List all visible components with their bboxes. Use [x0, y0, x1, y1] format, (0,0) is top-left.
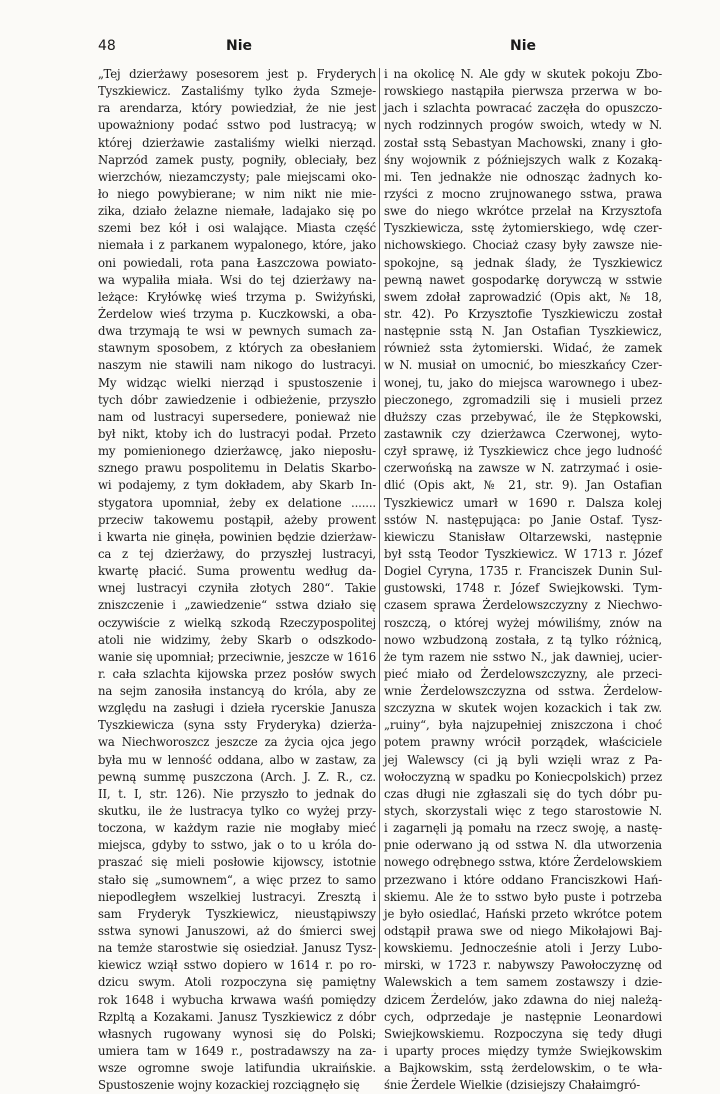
text-line: gustowski, 1748 r. Józef Swiejkowski. Tym- [384, 581, 662, 596]
text-line: Tyszkiewicza (syna ssty Fryderyka) dzierża- [98, 718, 376, 733]
text-line: umiera tam w 1649 r., postradawszy na za- [98, 1044, 376, 1059]
text-line: również ssta żytomierski. Widać, że zamek [384, 341, 662, 356]
text-line: pieć miało od Żerdelowszczyzny, ale przeci- [384, 666, 662, 681]
text-line: wsze ogromne swoje latifundia ukraińskie. [98, 1061, 376, 1076]
text-line: niepodległem wszelkiej lustracyi. Zresztą i [98, 889, 376, 904]
text-line: Naprzód zamek pusty, pogniły, obleciały, bez [98, 152, 376, 167]
running-head-left: Nie [226, 38, 253, 54]
text-line: dzicu swym. Atoli rozpoczyna się pamiętny [98, 975, 376, 990]
text-line: wnej lustracyi czyniła złotych 280“. Takie [98, 581, 376, 596]
text-line: własnych rugowany wynosi się do Polski; [98, 1026, 376, 1041]
text-line: dwa trzymają te wsi w pewnych sumach za- [98, 324, 376, 339]
text-line: mi. Ten jednakże nie odnosząc żadnych ko- [384, 169, 662, 184]
text-line: i zagarnęli ją pomału na rzecz swoję, a nastę- [384, 821, 662, 836]
text-line: i na okolicę N. Ale gdy w skutek pokoju Zbo- [384, 67, 662, 81]
text-line: czył sprawę, iż Tyszkiewicz chce jego ludność [384, 444, 662, 459]
text-line: w N. musiał on umocnić, bo mieszkańcy Czer- [384, 358, 662, 373]
text-line: Tyszkiewicza, sstę żytomierskiego, wdę czer- [384, 221, 662, 236]
text-line: nych rodzinnych progów swoich, wtedy w N. [384, 118, 662, 133]
text-line: Spustoszenie wojny kozackiej rozciągnęło się [98, 1078, 360, 1093]
text-line: względu na zasługi i dzieła rycerskie Janusza [98, 701, 376, 716]
text-line: rzyści z mocno zrujnowanego sstwa, prawa [384, 186, 662, 201]
text-line: stawnym sposobem, z których za obesłaniem [98, 341, 376, 356]
text-line: czerwońską na zawsze w N. zatrzymać i osie- [384, 461, 662, 476]
text-line: Walewskich a tem samem zostawszy i dzie- [384, 975, 662, 990]
text-line: była mu w lenność oddana, albo w zastaw, za [98, 752, 376, 767]
text-line: cych, odprzedaje je następnie Leonardowi [384, 1009, 662, 1024]
text-line: której dzierżawie zastaliśmy wielki nierząd. [98, 135, 376, 150]
text-line: Dogiel Cyryna, 1735 r. Franciszek Dunin Sul- [384, 564, 662, 579]
text-line: wanie się upomniał; przeciwnie, jeszcze w 1616 [98, 649, 376, 664]
column-divider [379, 68, 380, 958]
text-line: pewną summę puszczona (Arch. J. Z. R., cz. [98, 769, 376, 784]
text-line: nam od lustracyi supersedere, ponieważ nie [98, 409, 376, 424]
text-line: oni powiedali, rota pana Łaszczowa powiato- [98, 255, 376, 270]
text-line: „Tej dzierżawy posesorem jest p. Fryderych [98, 67, 376, 81]
text-line: zika, działo żelazne niemałe, ladajako się po [98, 204, 376, 219]
text-line: naszym nie stawili nam nikogo do lustracyi. [98, 358, 376, 373]
text-columns [98, 66, 668, 1093]
text-line: wnie Żerdelowszczyzna od sstwa. Żerdelow- [384, 684, 662, 699]
text-line: mirski, w 1723 r. nabywszy Pawołoczyznę od [384, 958, 662, 973]
text-line: wa Niechworoszcz jeszcze za życia ojca jego [98, 735, 376, 750]
text-line: kiewiczu Stanisław Oltarzewski, następnie [384, 529, 662, 544]
text-line: Rzpltą a Kozakami. Janusz Tyszkiewicz z dóbr [98, 1009, 376, 1024]
text-line: Tyszkiewicz umarł w 1690 r. Dalsza kolej [384, 495, 662, 510]
text-line: był nikt, ktoby ich do lustracyi podał. Przeto [98, 426, 376, 441]
text-line: praszać się mieli posłowie kijowscy, istotnie [98, 855, 376, 870]
text-line: potem prawny wrócił porządek, właściciele [384, 735, 662, 750]
text-line: czasem sprawa Żerdelowszczyzny z Niechwo- [384, 598, 662, 613]
text-line: następnie sstą N. Jan Ostafian Tyszkiewicz, [384, 324, 662, 339]
text-line: oczywiście z wielką szkodą Rzeczypospolitej [98, 615, 376, 630]
text-line: „ruiny“, była najzupełniej zniszczona i choć [384, 718, 662, 733]
text-line: kowskiemu. Jednocześnie atoli i Jerzy Lubo- [384, 941, 662, 956]
text-line: rowskiego nastąpiła pierwsza przerwa w bo- [384, 84, 662, 99]
text-line: śnie Żerdele Wielkie (dzisiejszy Chałaimgró- [384, 1078, 641, 1093]
text-line: odstąpił prawa swe od niego Mikołajowi Baj- [384, 924, 662, 939]
text-line: wa wypaliła miała. Wsi do tej dzierżawy na- [98, 272, 376, 287]
text-line: r. cała szlachta kijowska przez posłów swych [98, 666, 376, 681]
page-number: 48 [98, 38, 116, 54]
text-line: str. 42). Po Krzysztofie Tyszkiewiczu został [384, 306, 662, 321]
text-line: nowo wzbudzoną została, z tą tylko różnicą, [384, 632, 662, 647]
text-line: sam Fryderyk Tyszkiewicz, nieustąpiwszy [98, 906, 376, 921]
text-line: dlić (Opis akt, № 21, str. 9). Jan Ostafian [384, 478, 662, 493]
text-line: leżące: Kryłówkę wieś trzyma p. Swiżyński, [98, 289, 376, 304]
text-line: My widząc wielki nierząd i spustoszenie i [98, 375, 376, 390]
text-line: ca z tej dzierżawy, do przyszłej lustracyi, [98, 546, 376, 561]
text-line: wołoczyzną w spadku po Koniecpolskich) przez [384, 769, 662, 784]
text-line: swem zdołał zaprowadzić (Opis akt, № 18, [384, 289, 662, 304]
text-line: dzicem Żerdelów, jako zdawna do niej należą- [384, 992, 662, 1007]
text-line: rok 1648 i wybucha krwawa waśń pomiędzy [98, 992, 376, 1007]
text-line: jach i szlachta powracać zaczęła do opuszczo- [384, 101, 662, 116]
text-line: sznego prawu pospolitemu in Delatis Skarbo- [98, 461, 376, 476]
text-line: przeciw takowemu postąpił, ażeby prowent [98, 512, 376, 527]
text-line: sstwa synowi Januszowi, aż do śmierci swej [98, 924, 376, 939]
text-line: niemała i z parkanem wypalonego, które, jako [98, 238, 376, 253]
text-line: że tym razem nie sstwo N., jak dawniej, ucier- [384, 649, 662, 664]
text-line: Tyszkiewicz. Zastaliśmy tylko żyda Szmeje- [98, 84, 376, 99]
text-line: je było osiedlać, Hański przeto wkrótce potem [384, 906, 662, 921]
text-line: kiewicz wziął sstwo dopiero w 1614 r. po ro- [98, 958, 376, 973]
text-line: śny wojownik z późniejszych walk z Kozaką- [384, 152, 662, 167]
text-line: i kwarta nie ginęła, powinien będzie dzierżaw- [98, 529, 376, 544]
text-line: roszczą, o której wyżej mówiliśmy, znów na [384, 615, 662, 630]
text-line: toczona, w każdym razie nie mogłaby mieć [98, 821, 376, 836]
page-header [98, 30, 658, 60]
text-line: wierzchów, niezamczysty; pale miejscami oko- [98, 169, 376, 184]
running-head-right: Nie [510, 38, 537, 54]
text-line: zastawnik czy dzierżawca Czerwonej, wyto- [384, 426, 662, 441]
right-column [384, 66, 662, 1093]
text-line: pnie oderwano ją od sstwa N. dla utworzenia [384, 838, 662, 853]
text-line: pewną nawet gospodarkę dorywczą w sstwie [384, 272, 662, 287]
text-line: stygatora upomniał, żeby ex delatione ....... [98, 495, 376, 510]
text-line: upoważniony podać sstwo pod lustracyą; w [98, 118, 376, 133]
text-line: skiemu. Ale że to sstwo było puste i potrzeba [384, 889, 662, 904]
text-line: czas długi nie zgłaszali się do tych dóbr pu- [384, 786, 662, 801]
text-line: a Bajkowskim, sstą żerdelowskim, o te wła- [384, 1061, 662, 1076]
text-line: jej Walewscy (ci ją byli wzięli wraz z Pa- [384, 752, 662, 767]
text-line: stych, skorzystali więc z tego starostowie N. [384, 804, 662, 819]
text-line: został sstą Sebastyan Machowski, znany i gło- [384, 135, 662, 150]
text-line: i uparty proces między tymże Swiejkowskim [384, 1044, 662, 1059]
text-line: sstów N. następująca: po Janie Ostaf. Tysz- [384, 512, 662, 527]
text-line: kwartę płacić. Suma prowentu według da- [98, 564, 376, 579]
text-line: na temże starostwie się osiedział. Janusz Tysz- [98, 941, 376, 956]
text-line: skutku, ile że lustracya tylko co wyżej przy- [98, 804, 376, 819]
text-line: swe do niego wkrótce przelał na Krzysztofa [384, 204, 662, 219]
text-line: wonej, tu, jako do miejsca warownego i ubez- [384, 375, 662, 390]
left-column [98, 66, 376, 1093]
text-line: spokojne, są jednak ślady, że Tyszkiewicz [384, 255, 662, 270]
text-line: wi podajemy, z tym dokładem, aby Skarb In- [98, 478, 376, 493]
text-line: był sstą Teodor Tyszkiewicz. W 1713 r. Józef [384, 546, 662, 561]
text-line: Żerdelow wieś trzyma p. Kuczkowski, a oba- [98, 306, 376, 321]
text-line: nowego odrębnego sstwa, które Żerdelowskiem [384, 855, 662, 870]
text-line: my pomienionego dzierżawcę, jako nieposłu- [98, 444, 376, 459]
text-line: atoli nie widzimy, żeby Skarb o odszkodo- [98, 632, 376, 647]
text-line: miejsca, gdyby to sstwo, jak o to u króla do- [98, 838, 376, 853]
text-line: stało się „sumownem“, a więc przez to samo [98, 872, 376, 887]
text-line: Swiejkowskiemu. Rozpoczyna się tedy długi [384, 1026, 662, 1041]
text-line: tych dóbr zawiedzenie i odbieżenie, przyszło [98, 392, 376, 407]
text-line: ło niego powybierane; w nim nikt nie mie- [98, 186, 376, 201]
text-line: na sejm zanosiła instancyą do króla, aby ze [98, 684, 376, 699]
text-line: szczyzna w skutek wojen kozackich i tak zw. [384, 701, 662, 716]
text-line: dłuższy czas przebywać, ile że Stępkowski, [384, 409, 662, 424]
text-line: pieczonego, zgromadzili się i musieli przez [384, 392, 662, 407]
text-line: przezwano i które oddano Franciszkowi Hań- [384, 872, 662, 887]
text-line: szemi bez kół i osi walające. Miasta część [98, 221, 376, 236]
text-line: II, t. I, str. 126). Nie przyszło to jednak do [98, 786, 376, 801]
text-line: ra arendarza, który powiedział, że nie jest [98, 101, 376, 116]
text-line: zniszczenie i „zawiedzenie“ sstwa działo się [98, 598, 376, 613]
text-line: nichowskiego. Chociaż czasy były zawsze nie- [384, 238, 662, 253]
